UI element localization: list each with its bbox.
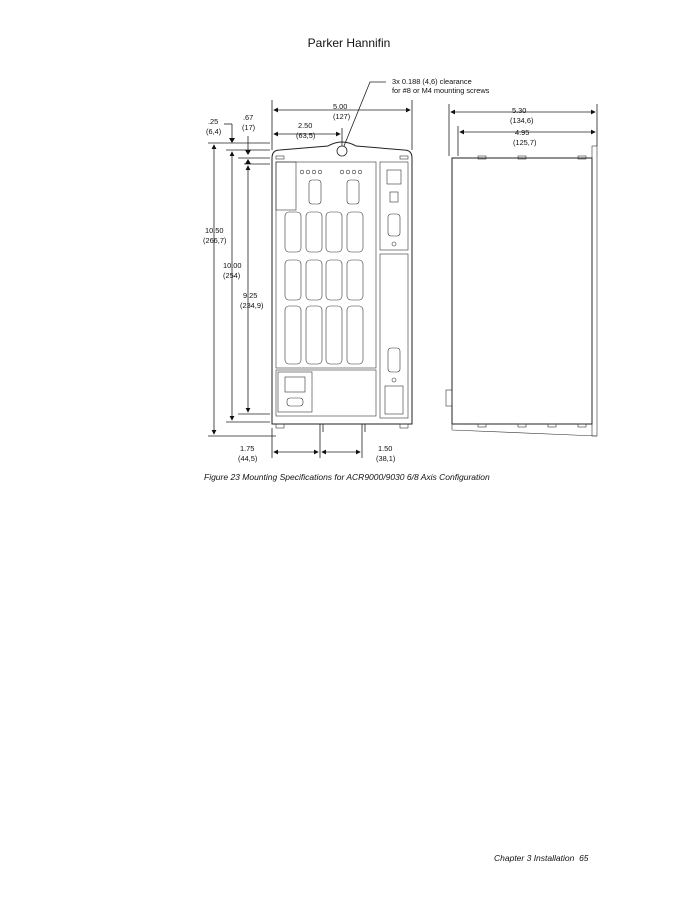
dim-5-30-mm: (134,6)	[510, 116, 534, 125]
dim-2-50-in: 2.50	[298, 121, 313, 130]
footer-page-number: 65	[579, 853, 589, 863]
dim-5-00-mm: (127)	[333, 112, 351, 121]
dim-4-95-in: 4.95	[515, 128, 530, 137]
dim-4-95-mm: (125,7)	[513, 138, 537, 147]
dim-1-75-mm: (44,5)	[238, 454, 258, 463]
footer-chapter: Chapter 3 Installation	[494, 853, 575, 863]
dim-5-00-in: 5.00	[333, 102, 348, 111]
dim-067-in: .67	[243, 113, 254, 122]
dim-10-50-in: 10.50	[205, 226, 224, 235]
dim-025-in: .25	[208, 117, 219, 126]
dim-2-50-mm: (63,5)	[296, 131, 316, 140]
dim-10-00-mm: (254)	[223, 271, 241, 280]
dim-9-25-mm: (234,9)	[240, 301, 264, 310]
front-view	[272, 142, 412, 432]
page-header: Parker Hannifin	[307, 36, 391, 50]
dim-10-00-in: 10.00	[223, 261, 242, 270]
page-footer	[494, 853, 589, 863]
dim-5-30-in: 5.30	[512, 106, 527, 115]
side-view	[446, 146, 597, 436]
callout-line2: for #8 or M4 mounting screws	[392, 86, 490, 95]
figure-caption: Figure 23 Mounting Specifications for ACR9000/9030 6/8 Axis Configuration	[204, 472, 490, 482]
dim-025-mm: (6,4)	[206, 127, 222, 136]
callout-line1: 3x 0.188 (4,6) clearance	[392, 77, 472, 86]
dim-10-50-mm: (266,7)	[203, 236, 227, 245]
dim-067-mm: (17)	[242, 123, 256, 132]
dim-1-50-in: 1.50	[378, 444, 393, 453]
dim-1-50-mm: (38,1)	[376, 454, 396, 463]
dim-1-75-in: 1.75	[240, 444, 255, 453]
dim-9-25-in: 9.25	[243, 291, 258, 300]
